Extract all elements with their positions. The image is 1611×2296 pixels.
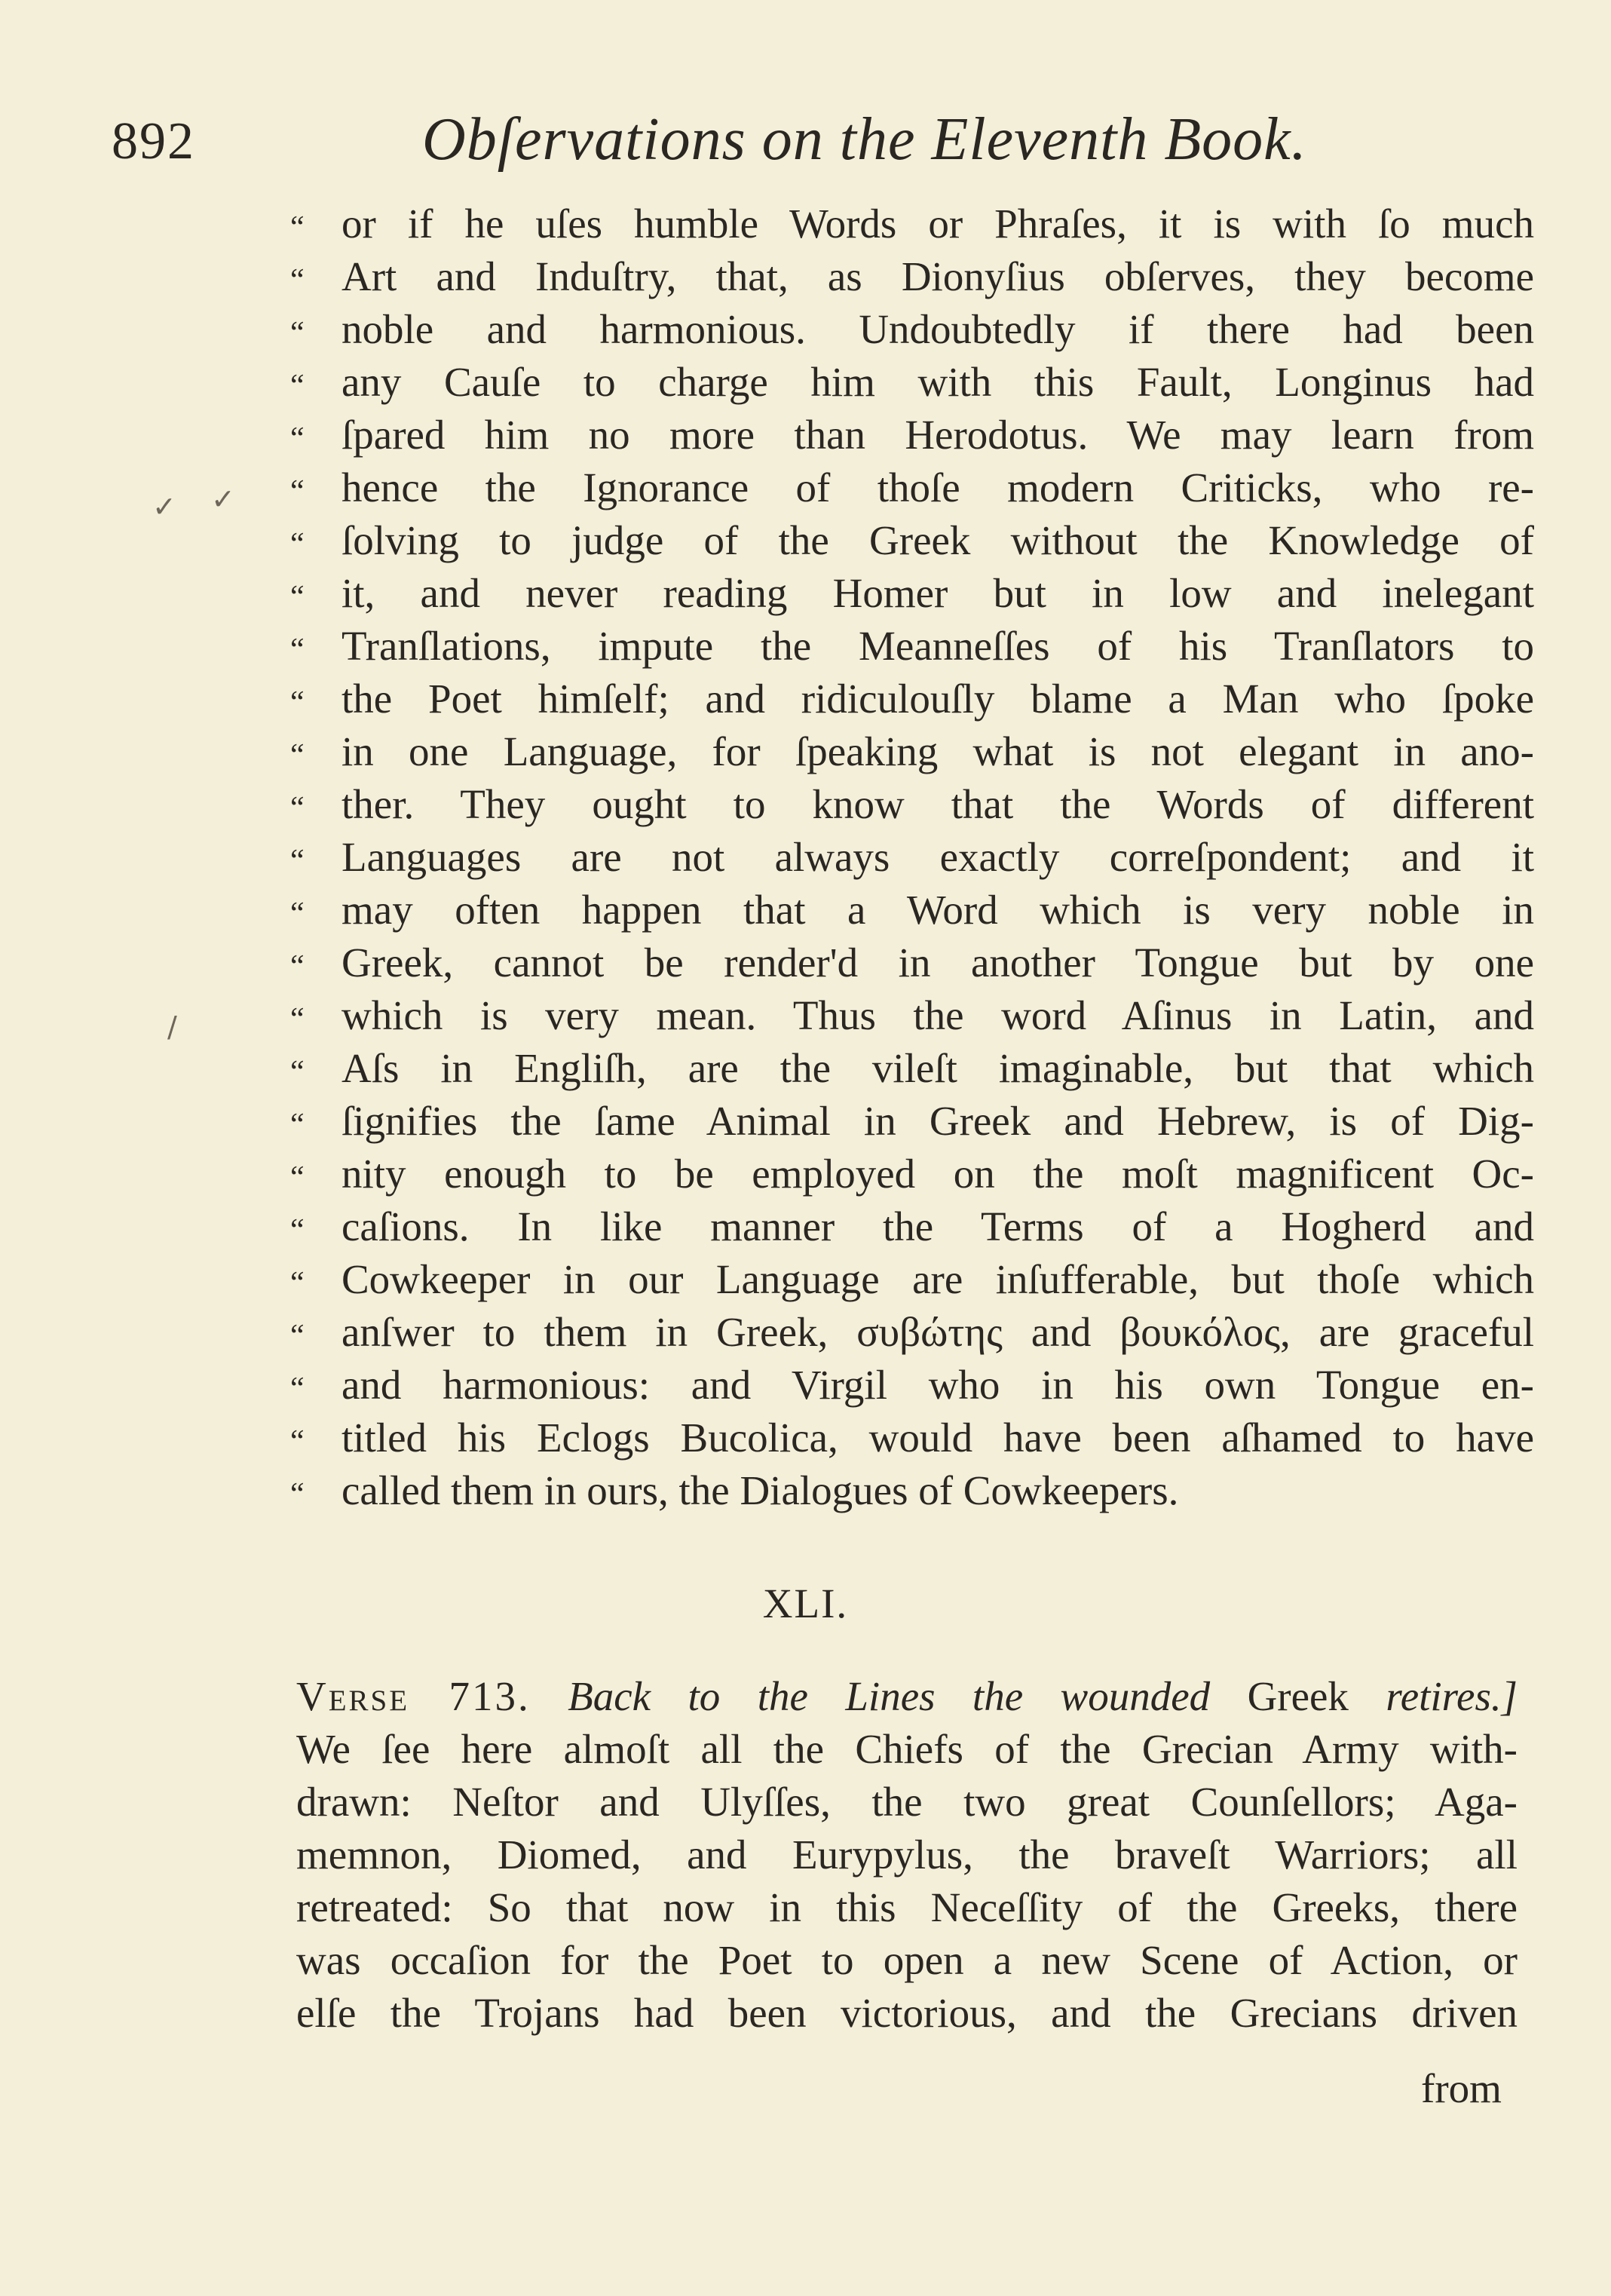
quote-mark: “ [290,474,305,509]
quote-line: “ may often happen that a Word which is very noble in [290,884,1534,936]
quote-mark: “ [290,1213,305,1248]
quoted-passage [290,198,1534,1517]
quote-line: “ Aſs in Engliſh, are the vileſt imaginable, but that which [290,1042,1534,1095]
quote-mark: “ [290,1108,305,1142]
lemma-greek: Greek [1247,1673,1349,1719]
quote-mark: “ [290,369,305,403]
quote-line: “ it, and never reading Homer but in low and inelegant [290,567,1534,620]
quote-line: “ any Cauſe to charge him with this Fault, Longinus had [290,356,1534,409]
verse-label: Verse 713. [296,1673,531,1719]
quote-mark: “ [290,210,305,245]
quote-mark: “ [290,949,305,984]
note-line: memnon, Diomed, and Eurypylus, the braveſt Warriors; all [296,1832,1518,1878]
note-line: was occaſion for the Poet to open a new Scene of Action, or [296,1937,1518,1983]
quote-mark: “ [290,633,305,667]
quote-line: “ hence the Ignorance of thoſe modern Criticks, who re- [290,461,1534,514]
quote-mark: “ [290,685,305,720]
quote-line: “ anſwer to them in Greek, συβώτης and βουκόλος, are graceful [290,1306,1534,1359]
quote-line: “ called them in ours, the Dialogues of Cowkeepers. [290,1464,1534,1517]
pencil-mark-icon: ✓ [152,490,176,523]
lemma-text: Back to the Lines the wounded [568,1673,1211,1719]
quote-line: “ in one Language, for ſpeaking what is not elegant in ano- [290,725,1534,778]
quote-line: “ Greek, cannot be render'd in another Tongue but by one [290,936,1534,989]
verse-note [296,1670,1518,2040]
quote-mark: “ [290,1319,305,1353]
quote-mark: “ [290,1372,305,1406]
catchword: from [1421,2065,1502,2111]
quote-mark: “ [290,738,305,773]
quote-line: “ ther. They ought to know that the Words of different [290,778,1534,831]
quote-mark: “ [290,1160,305,1195]
note-line: retreated: So that now in this Neceſſity of the Greeks, there [296,1884,1518,1930]
quote-mark: “ [290,1055,305,1090]
quote-mark: “ [290,1266,305,1301]
quote-line: “ Art and Induſtry, that, as Dionyſius obſerves, they become [290,250,1534,303]
running-title: Obſervations on the Eleventh Book. [422,106,1307,173]
quote-line: “ caſions. In like manner the Terms of a Hogherd and [290,1200,1534,1253]
note-line: We ſee here almoſt all the Chiefs of the Grecian Army with- [296,1726,1518,1772]
note-line: elſe the Trojans had been victorious, and the Grecians driven [296,1990,1518,2036]
quote-line: “ Cowkeeper in our Language are inſufferable, but thoſe which [290,1253,1534,1306]
page-number: 892 [112,112,195,170]
quote-mark: “ [290,1002,305,1037]
quote-mark: “ [290,527,305,562]
quote-mark: “ [290,263,305,298]
quote-mark: “ [290,844,305,878]
quote-mark: “ [290,580,305,615]
quote-line: “ ſpared him no more than Herodotus. We may learn from [290,409,1534,461]
note-line: drawn: Neſtor and Ulyſſes, the two great Counſellors; Aga- [296,1779,1518,1825]
quote-mark: “ [290,1477,305,1512]
quote-line: “ ſolving to judge of the Greek without the Knowledge of [290,514,1534,567]
quote-line: “ Tranſlations, impute the Meanneſſes of his Tranſlators to [290,620,1534,673]
pencil-stroke-icon: / [167,1010,177,1044]
quote-mark: “ [290,897,305,931]
quote-line: “ noble and harmonious. Undoubtedly if there had been [290,303,1534,356]
quote-mark: “ [290,791,305,826]
lemma-text: retires.] [1386,1673,1518,1719]
quote-mark: “ [290,316,305,351]
quote-mark: “ [290,1424,305,1459]
quote-line: “ titled his Eclogs Bucolica, would have been aſhamed to have [290,1412,1534,1464]
quote-mark: “ [290,421,305,456]
pencil-check-icon: ✓ [211,483,235,516]
quote-line: “ and harmonious: and Virgil who in his own Tongue en- [290,1359,1534,1412]
quote-line: “ nity enough to be employed on the moſt magnificent Oc- [290,1148,1534,1200]
quote-line: “ which is very mean. Thus the word Aſinus in Latin, and [290,989,1534,1042]
section-number: XLI. [762,1580,849,1626]
quote-line: “ the Poet himſelf; and ridiculouſly blame a Man who ſpoke [290,673,1534,725]
quote-line: “ or if he uſes humble Words or Phraſes, it is with ſo much [290,198,1534,250]
quote-line: “ ſignifies the ſame Animal in Greek and Hebrew, is of Dig- [290,1095,1534,1148]
note-lemma-line [296,1670,1518,1723]
quote-line: “ Languages are not always exactly correſpondent; and it [290,831,1534,884]
